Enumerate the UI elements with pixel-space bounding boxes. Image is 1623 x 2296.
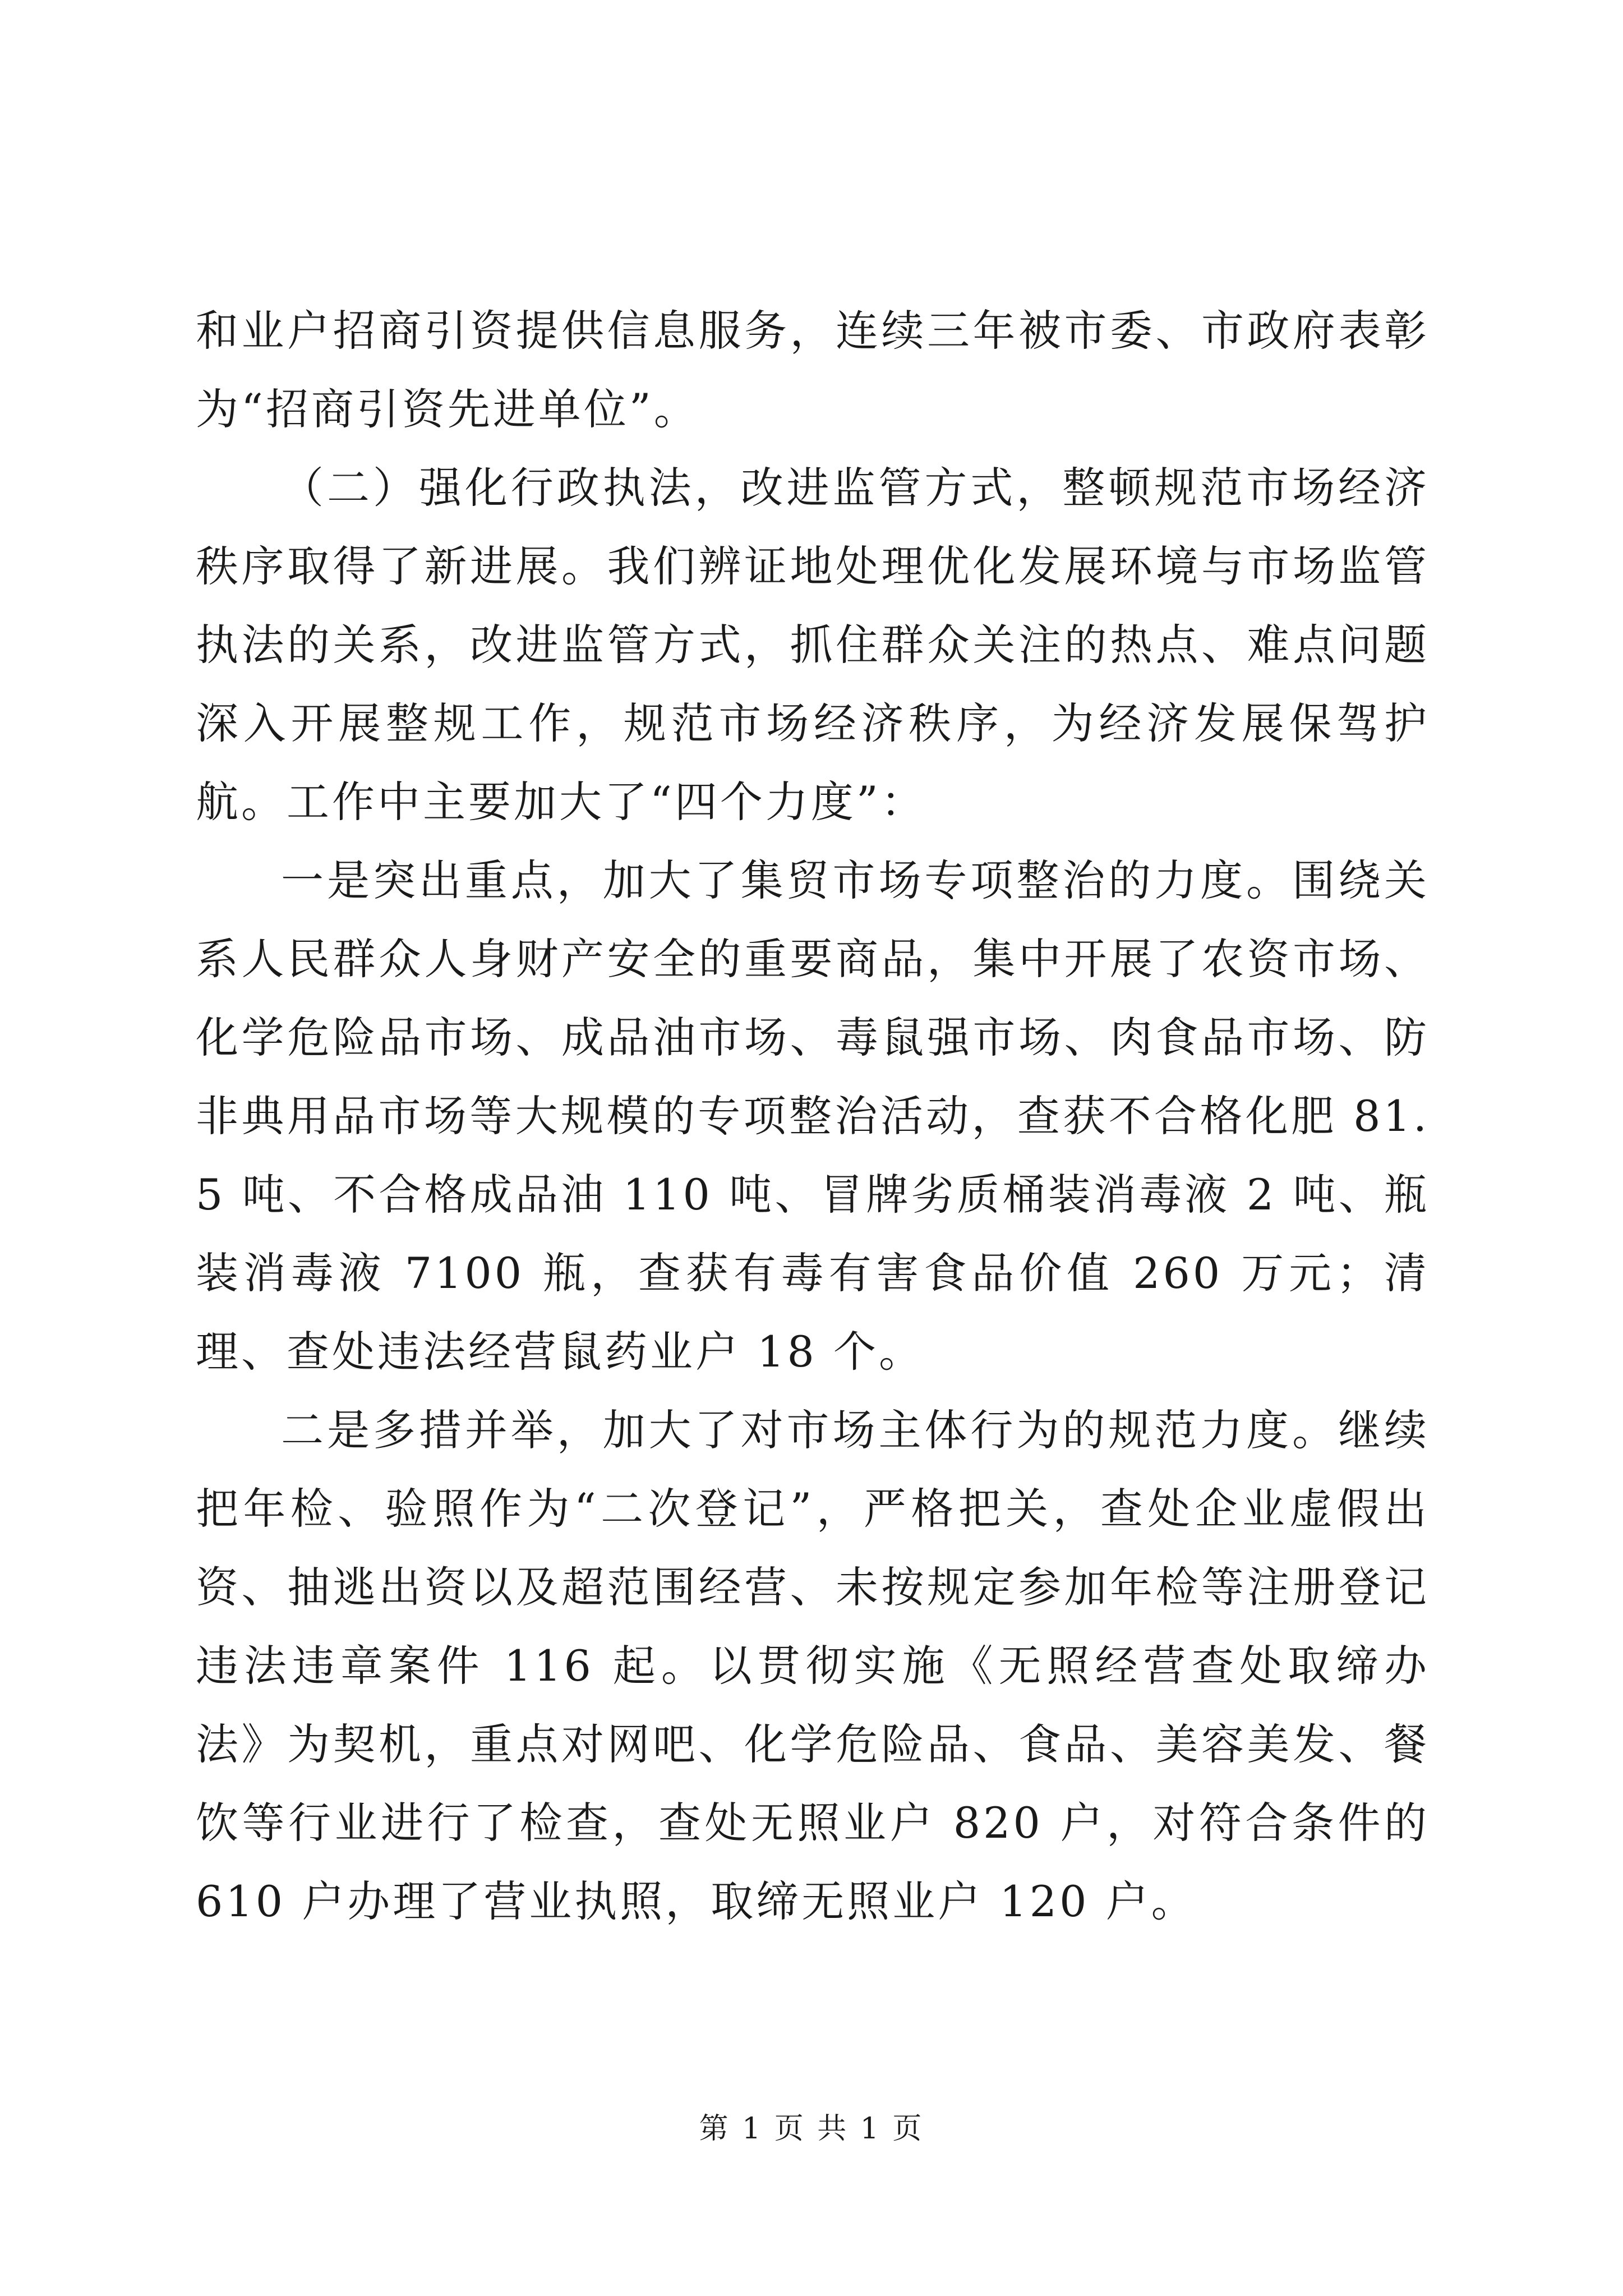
document-body <box>196 292 1430 1941</box>
paragraph-section-two: （二）强化行政执法，改进监管方式，整顿规范市场经济秩序取得了新进展。我们辨证地处理优化发展环境与市场监管执法的关系，改进监管方式，抓住群众关注的热点、难点问题深入开展整规工作，规范市场经济秩序，为经济发展保驾护航。工作中主要加大了“四个力度”： <box>196 463 1430 827</box>
page-footer: 第 1 页 共 1 页 <box>699 2112 924 2146</box>
paragraph-point-one: 一是突出重点，加大了集贸市场专项整治的力度。围绕关系人民群众人身财产安全的重要商品，集中开展了农资市场、化学危险品市场、成品油市场、毒鼠强市场、肉食品市场、防非典用品市场等大规模的专项整治活动，查获不合格化肥 81.5 吨、不合格成品油 110 吨、冒牌劣质桶装消毒液 2 吨、瓶装消毒液 7100 瓶，查获有毒有害食品价值 260 万元；清理、查处违法经营鼠药业户 18 个。 <box>196 855 1430 1377</box>
paragraph-point-two: 二是多措并举，加大了对市场主体行为的规范力度。继续把年检、验照作为“二次登记”，严格把关，查处企业虚假出资、抽逃出资以及超范围经营、未按规定参加年检等注册登记违法违章案件 116 起。以贯彻实施《无照经营查处取缔办法》为契机，重点对网吧、化学危险品、食品、美容美发、餐饮等行业进行了检查，查处无照业户 820 户，对符合条件的 610 户办理了营业执照，取缔无照业户 120 户。 <box>196 1405 1430 1926</box>
paragraph-continuation: 和业户招商引资提供信息服务，连续三年被市委、市政府表彰为“招商引资先进单位”。 <box>196 306 1430 434</box>
